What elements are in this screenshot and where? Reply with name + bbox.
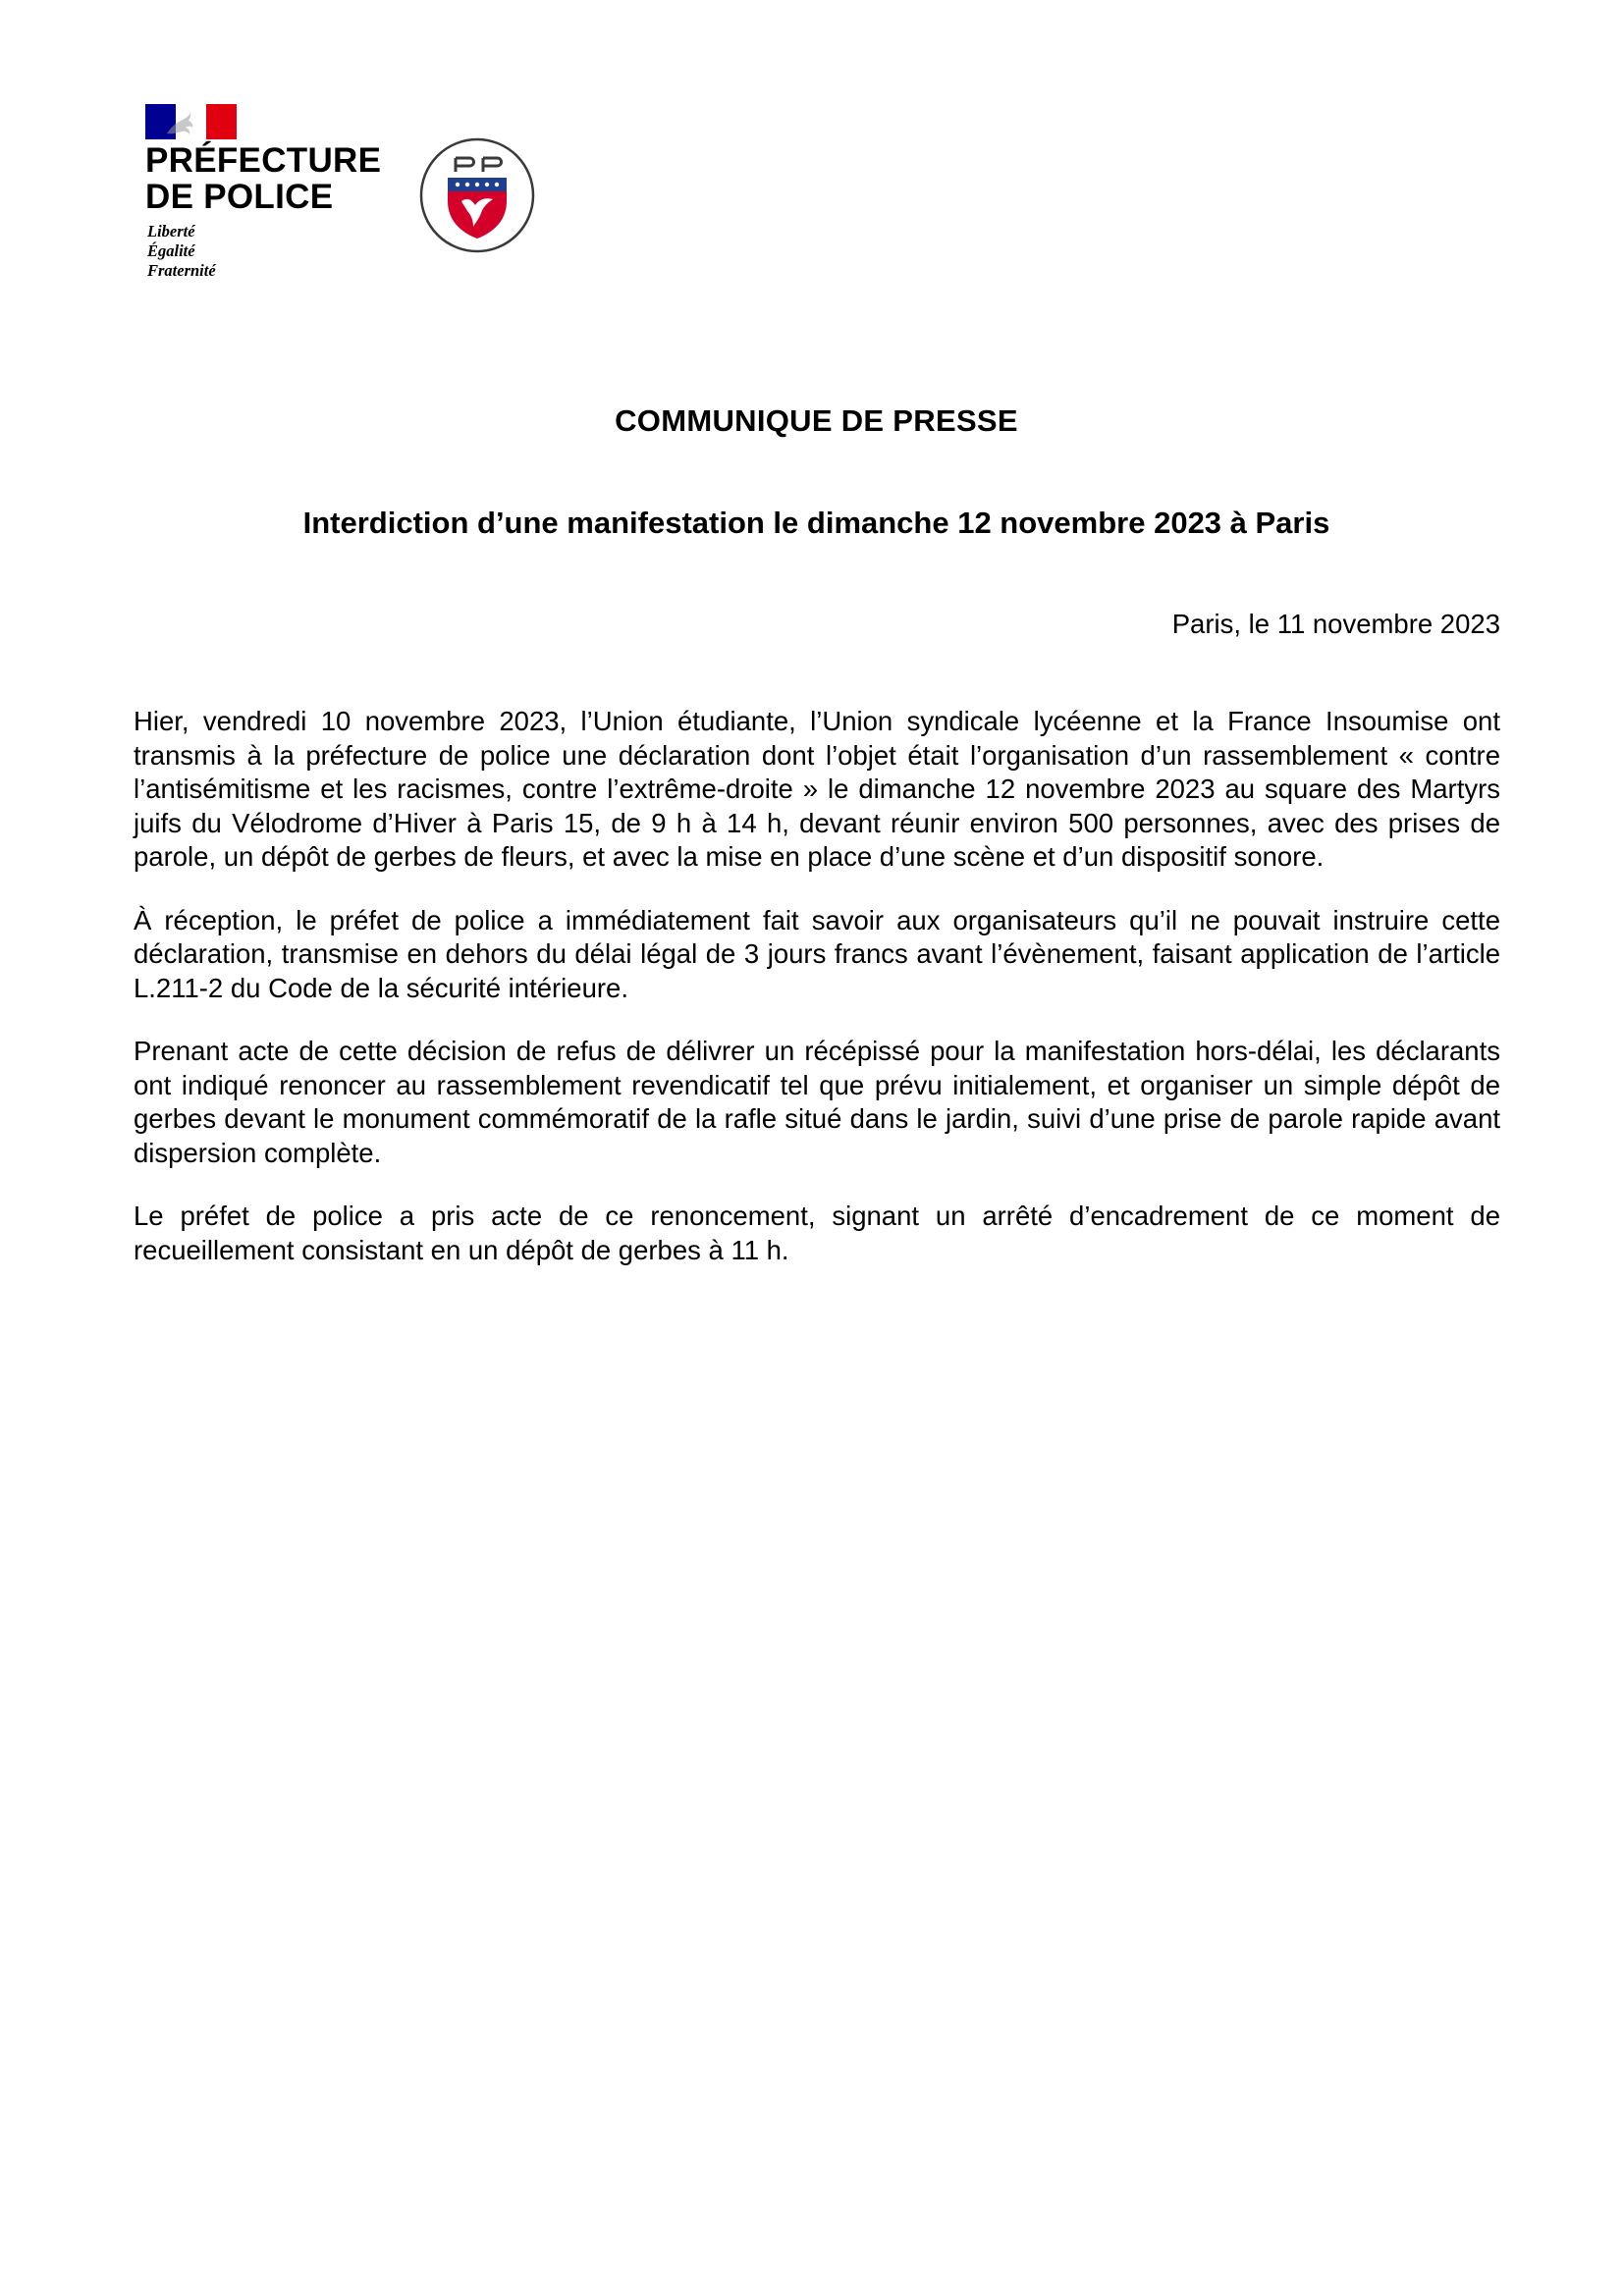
body-paragraph: Le préfet de police a pris acte de ce renoncement, signant un arrêté d’encadrement de ce moment de recueillement consistant en un dépôt de gerbes à 11 h. xyxy=(134,1201,1500,1265)
document-body xyxy=(134,705,1500,1297)
body-paragraph: Hier, vendredi 10 novembre 2023, l’Union étudiante, l’Union syndicale lycéenne et la France Insoumise ont transmis à la préfecture de police une déclaration dont l’objet était l’organisation d’un rassemblement « contre l’antisémitisme et les racismes, contre l’extrême-droite » le dimanche 12 novembre 2023 au square des Martyrs juifs du Vélodrome d’Hiver à Paris 15, de 9 h à 14 h, devant réunir environ 500 personnes, avec des prises de parole, un dépôt de gerbes de fleurs, et avec la mise en place d’une scène et d’un dispositif sonore. xyxy=(134,706,1500,872)
body-paragraph: À réception, le préfet de police a immédiatement fait savoir aux organisateurs qu’il ne pouvait instruire cette déclaration, transmise en dehors du délai légal de 3 jours francs avant l’évènement, faisant application de l’article L.211-2 du Code de la sécurité intérieure. xyxy=(134,904,1500,1003)
flag-blue-band xyxy=(145,104,176,139)
document-type-heading: COMMUNIQUE DE PRESSE xyxy=(615,403,1018,438)
organization-name-line2: DE POLICE xyxy=(145,178,334,216)
motto-liberte: Liberté xyxy=(147,222,195,240)
motto-egalite: Égalité xyxy=(147,241,195,260)
document-date: Paris, le 11 novembre 2023 xyxy=(1171,609,1500,639)
body-paragraph: Prenant acte de cette décision de refus de délivrer un récépissé pour la manifestation hors-délai, les déclarants ont indiqué renoncer au rassemblement revendicatif tel que prévu initialement, et organiser un simple dépôt de gerbes devant le monument commémoratif de la rafle situé dans le jardin, suivi d’une prise de parole rapide avant dispersion complète. xyxy=(134,1036,1500,1168)
marianne-flag-logo xyxy=(145,104,237,139)
organization-name xyxy=(145,142,381,215)
flag-red-band xyxy=(206,104,237,139)
organization-name-line1: PRÉFECTURE xyxy=(145,141,382,180)
prefecture-police-seal-logo xyxy=(418,136,536,254)
motto-fraternite: Fraternité xyxy=(147,261,216,280)
republic-motto xyxy=(147,222,216,281)
document-title: Interdiction d’une manifestation le dimanche 12 novembre 2023 à Paris xyxy=(302,506,1330,540)
